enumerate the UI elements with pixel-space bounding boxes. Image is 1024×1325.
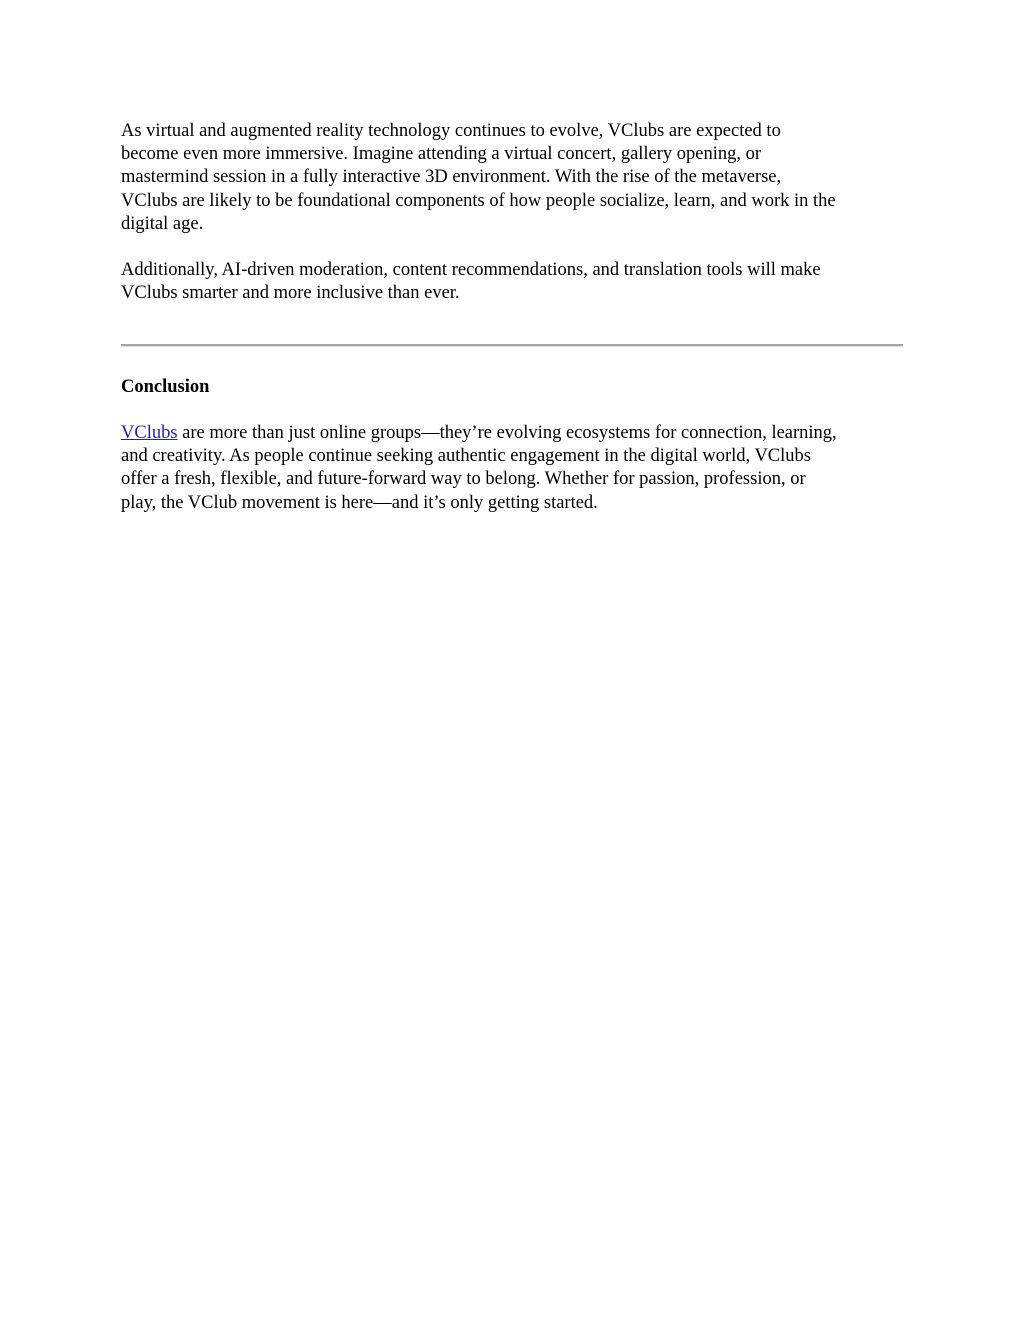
text-line: VClubs smarter and more inclusive than ever. <box>121 283 460 304</box>
paragraph-ai-tools <box>121 259 821 305</box>
paragraph-conclusion <box>121 422 837 515</box>
text-line: As virtual and augmented reality technology continues to evolve, VClubs are expected to <box>121 121 781 141</box>
text-line: Additionally, AI-driven moderation, content recommendations, and translation tools will make <box>121 260 821 280</box>
text-line: become even more immersive. Imagine attending a virtual concert, gallery opening, or <box>121 144 762 165</box>
text-line: offer a fresh, flexible, and future-forward way to belong. Whether for passion, profession, or <box>121 469 806 490</box>
paragraph-vr-future <box>121 120 911 236</box>
text-line: mastermind session in a fully interactive 3D environment. With the rise of the metaverse, <box>121 167 782 188</box>
text-line: and creativity. As people continue seeking authentic engagement in the digital world, VClubs <box>121 446 811 467</box>
text-line: play, the VClub movement is here—and it’s only getting started. <box>121 492 598 513</box>
vclubs-link[interactable]: VClubs <box>121 423 178 443</box>
section-heading: Conclusion <box>121 377 210 397</box>
horizontal-divider <box>121 344 903 347</box>
text-line <box>121 422 837 445</box>
text-line: VClubs are likely to be foundational components of how people socialize, learn, and work in the <box>121 190 836 211</box>
text-segment: are more than just online groups—they’re evolving ecosystems for connection, learning, <box>177 423 837 443</box>
document-page <box>121 120 911 513</box>
text-line: digital age. <box>121 213 204 234</box>
